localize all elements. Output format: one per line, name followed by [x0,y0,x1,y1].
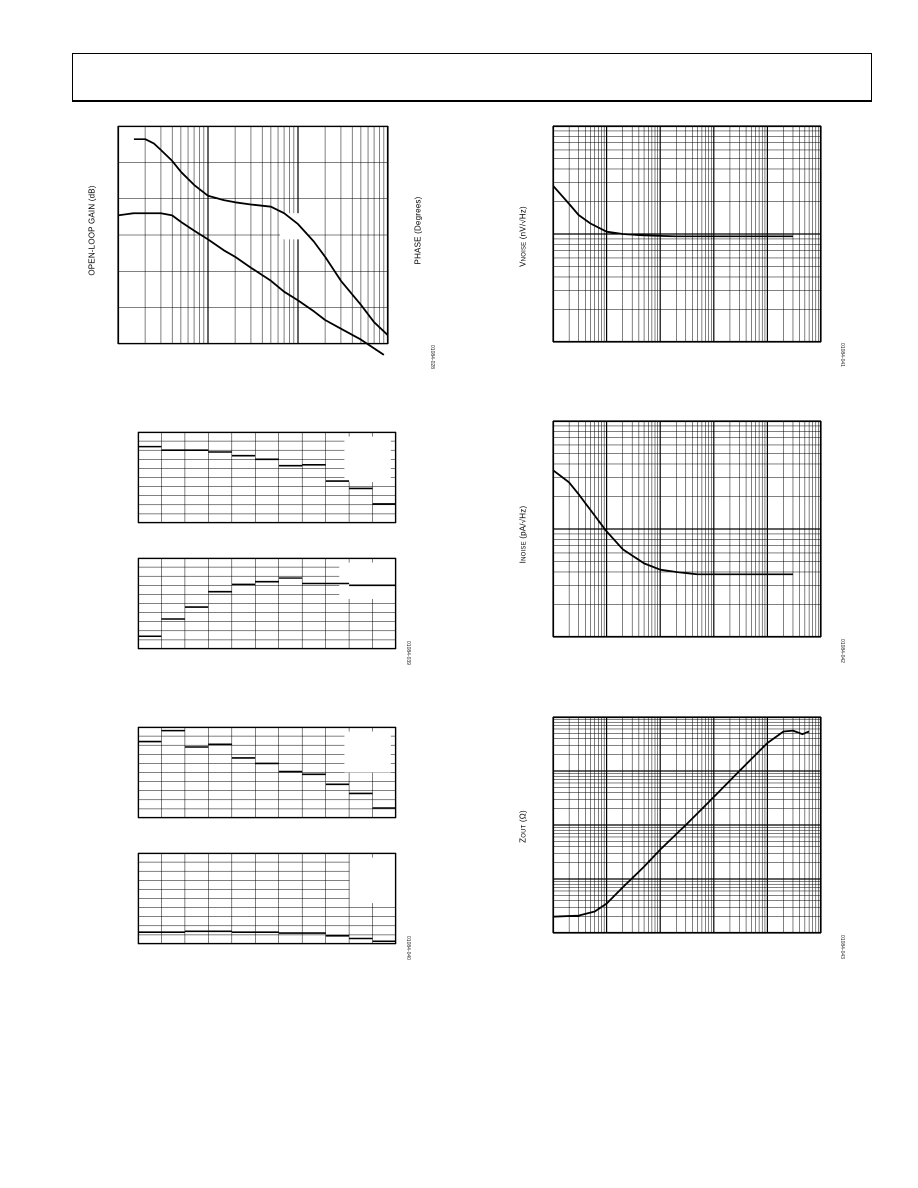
step2-figure-number: 01084-039 [405,641,411,665]
openloop-figure-number: 01084-028 [429,345,435,369]
zout-chart [553,717,821,933]
step2-label-area [339,563,396,599]
openloop-chart [118,126,388,344]
step1-chart [138,432,396,523]
step1-label-area [344,437,390,483]
vnoise-ylabel: VNOISE (nV/√Hz) [518,206,528,267]
openloop-y2label: PHASE (Degrees) [413,196,423,265]
vnoise-figure-number: 01084-041 [839,343,845,367]
inoise-series-1-line [553,470,793,574]
inoise-ylabel: INOISE (pA/√Hz) [518,505,528,564]
zout-series-1-line [553,731,809,917]
inoise-chart [553,421,821,637]
step3-label-area [344,732,390,773]
step4-series-1-line [138,931,396,941]
openloop-label-area [280,213,307,239]
vnoise-series-1-line [553,186,793,237]
step3-chart [138,727,396,818]
step4-chart [138,853,396,944]
step4-figure-number: 01084-040 [405,936,411,960]
openloop-ylabel: OPEN-LOOP GAIN (dB) [87,185,97,276]
openloop-series-1-line [134,139,388,335]
inoise-figure-number: 01084-042 [839,639,845,663]
step4-label-area [350,858,396,904]
page-header-frame [72,53,872,102]
zout-figure-number: 01084-043 [839,935,845,959]
step2-chart [138,558,396,649]
vnoise-chart [553,126,821,342]
zout-ylabel: ZOUT (Ω) [518,810,528,843]
